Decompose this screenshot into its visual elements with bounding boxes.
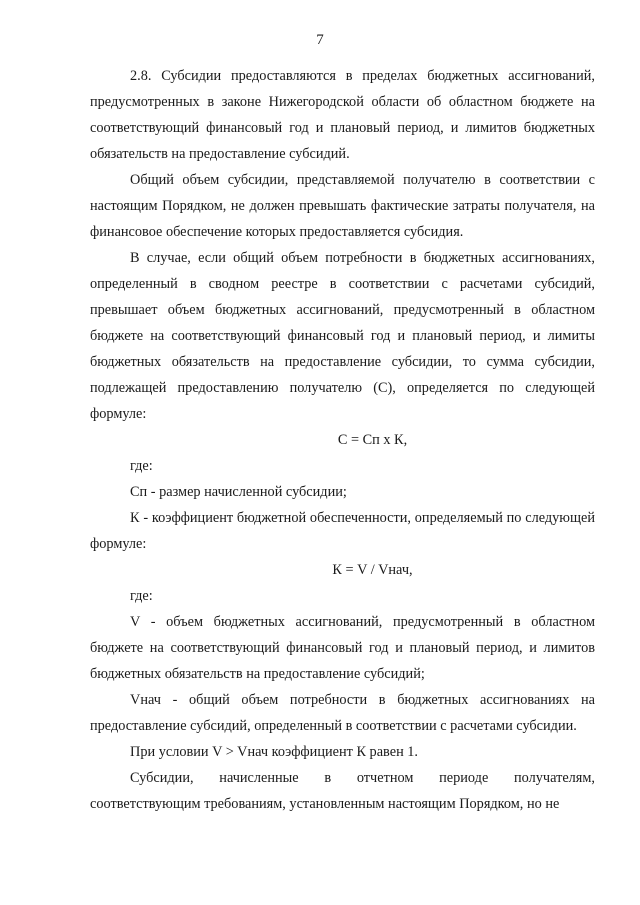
definition-k: К - коэффициент бюджетной обеспеченности, определяемый по следующей формуле:: [90, 510, 595, 552]
condition-paragraph: При условии V > Vнач коэффициент К равен 1.: [130, 744, 419, 760]
definition-sp: Сп - размер начисленной субсидии;: [130, 484, 347, 500]
page-number: 7: [316, 32, 324, 48]
paragraph-2-8: 2.8. Субсидии предоставляются в пределах бюджетных ассигнований, предусмотренных в законе Нижегородской области об областном бюджете на соответствующий финансовый год и плановый период, и лимитов бюджетных обязательств на предоставление субсидий.: [90, 68, 595, 162]
definition-v: V - объем бюджетных ассигнований, предусмотренный в областном бюджете на соответствующий финансовый год и плановый период, и лимитов бюджетных обязательств на предоставление субсидий;: [90, 614, 595, 682]
paragraph-total-volume: Общий объем субсидии, представляемой получателю в соответствии с настоящим Порядком, не должен превышать фактические затраты получателя, на финансовое обеспечение которых предоставляется субсидия.: [90, 172, 595, 240]
where-label-1: где:: [130, 458, 153, 474]
where-label-2: где:: [130, 588, 153, 604]
formula-subsidy: С = Сп х К,: [337, 432, 408, 448]
document-body: [90, 63, 595, 817]
paragraph-accrued-subsidies: Субсидии, начисленные в отчетном периоде получателям, соответствующим требованиям, установленным настоящим Порядком, но не: [90, 770, 595, 812]
paragraph-calculation-case: В случае, если общий объем потребности в бюджетных ассигнованиях, определенный в сводном реестре в соответствии с расчетами субсидий, превышает объем бюджетных ассигнований, предусмотренный в областном бюджете на соответствующий финансовый год и плановый период, и лимиты бюджетных обязательств на предоставление субсидии, то сумма субсидии, подлежащей предоставлению получателю (С), определяется по следующей формуле:: [90, 250, 595, 422]
definition-vnach: Vнач - общий объем потребности в бюджетных ассигнованиях на предоставление субсидий, определенный в соответствии с расчетами субсидии.: [90, 692, 595, 734]
formula-coefficient: К = V / Vнач,: [332, 562, 413, 578]
